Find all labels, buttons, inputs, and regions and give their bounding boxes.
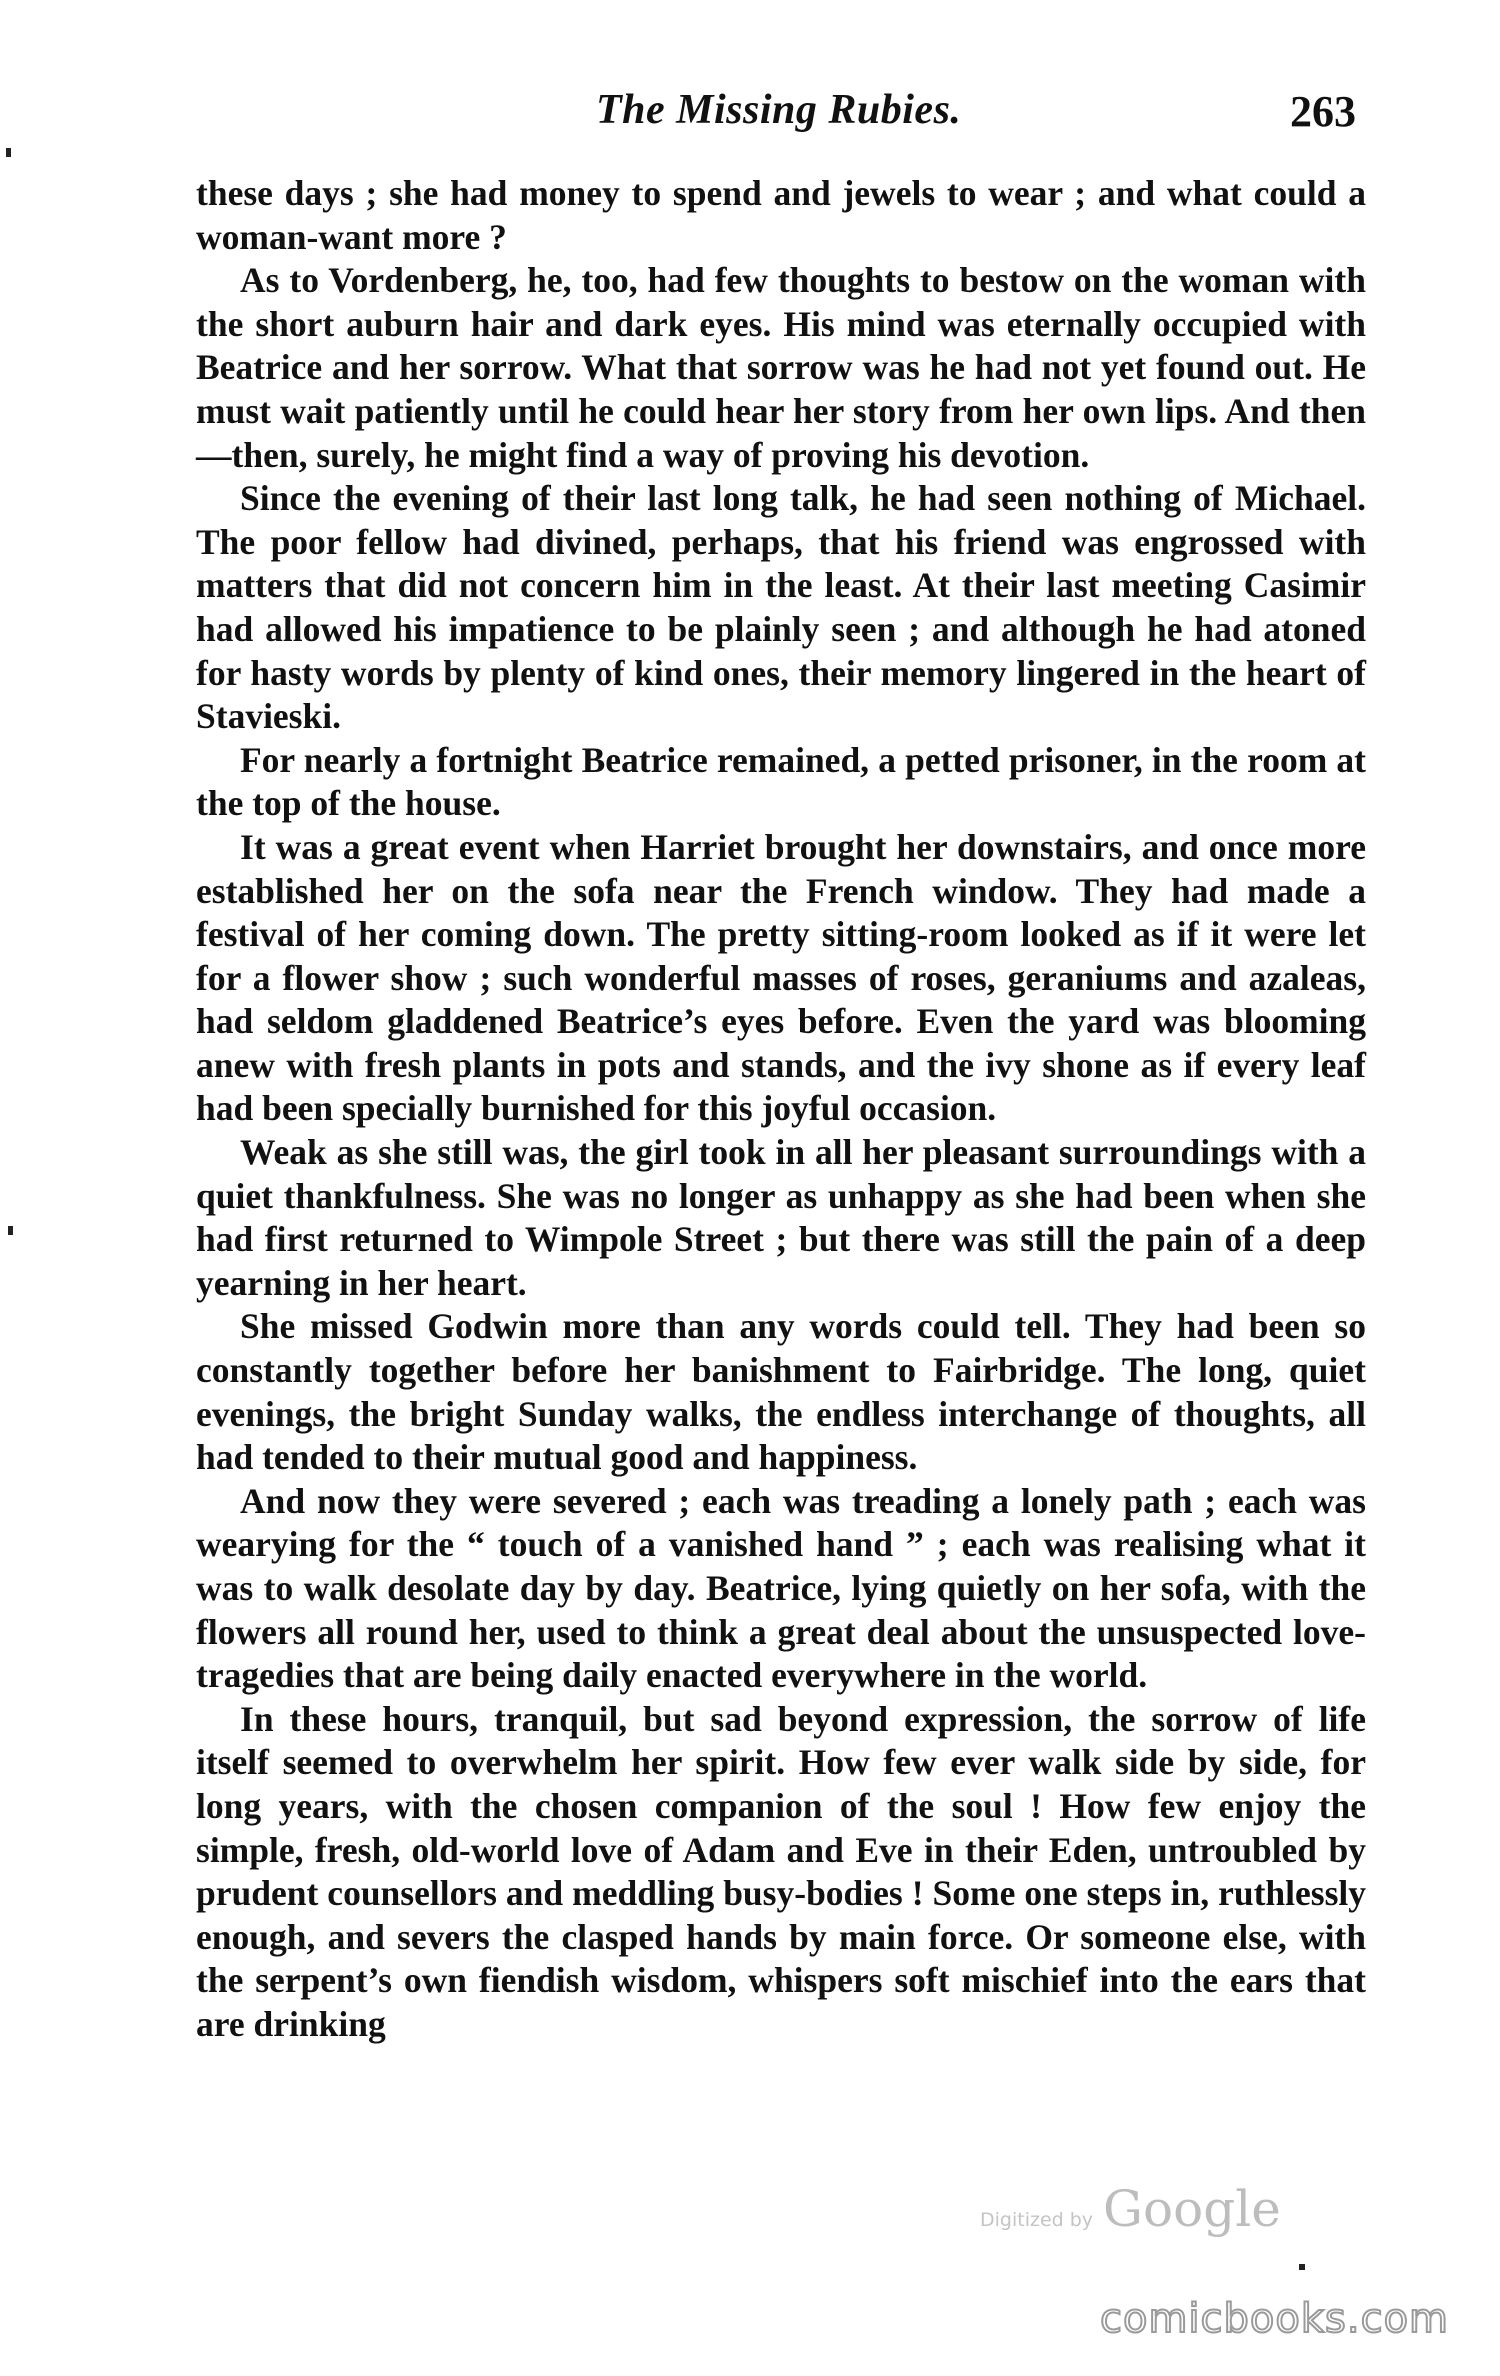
paragraph: It was a great event when Harriet brought her downstairs, and once more established her on the sofa near the French window. They had made a festival of her coming down. The pretty sitting-room looked as if it were let for a flower show ; such wonderful masses of roses, geraniums and azaleas, had seldom gladdened Beatrice’s eyes before. Even the yard was blooming anew with fresh plants in pots and stands, and the ivy shone as if every leaf had been specially burnished for this joyful occasion. bbox=[196, 826, 1366, 1129]
page-header bbox=[196, 80, 1366, 150]
running-title: The Missing Rubies. bbox=[596, 87, 962, 133]
paragraph: Since the evening of their last long talk, he had seen nothing of Michael. The poor fellow had divined, perhaps, that his friend was engrossed with matters that did not concern him in the least. At their last meeting Casimir had allowed his impatience to be plainly seen ; and although he had atoned for hasty words by plenty of kind ones, their memory lingered in the heart of Stavieski. bbox=[196, 478, 1366, 737]
digitized-by-text: Digitized by bbox=[980, 2209, 1094, 2231]
paragraph: And now they were severed ; each was treading a lonely path ; each was wearying for the “ touch of a vanished hand ” ; each was realising what it was to walk desolate day by day. Beatrice, lying quietly on her sofa, with the flowers all round her, used to think a great deal about the unsuspected love-tragedies that are being daily enacted everywhere in the world. bbox=[196, 1480, 1366, 1696]
body-text bbox=[196, 172, 1366, 2047]
paragraph: In these hours, tranquil, but sad beyond expression, the sorrow of life itself seemed to overwhelm her spirit. How few ever walk side by side, for long years, with the chosen companion of the soul ! How few enjoy the simple, fresh, old-world love of Adam and Eve in their Eden, untroubled by prudent counsellors and meddling busy-bodies ! Some one steps in, ruthlessly enough, and severs the clasped hands by main force. Or someone else, with the serpent’s own fiendish wisdom, whispers soft mischief into the ears that are drinking bbox=[196, 1698, 1366, 2044]
paragraph: For nearly a fortnight Beatrice remained, a petted prisoner, in the room at the top of the house. bbox=[196, 739, 1366, 824]
site-watermark: comicbooks.com bbox=[1100, 2296, 1450, 2342]
scan-speck bbox=[6, 148, 11, 157]
page-number: 263 bbox=[1290, 87, 1356, 136]
google-logo-text: Google bbox=[1103, 2180, 1281, 2238]
scan-speck bbox=[8, 1226, 13, 1235]
paragraph: As to Vordenberg, he, too, had few thoughts to bestow on the woman with the short auburn hair and dark eyes. His mind was eternally occupied with Beatrice and her sorrow. What that sorrow was he had not yet found out. He must wait patiently until he could hear her story from her own lips. And then—then, surely, he might find a way of proving his devotion. bbox=[196, 260, 1366, 475]
scan-speck bbox=[1299, 2264, 1305, 2270]
google-digitized-watermark bbox=[980, 2180, 1320, 2250]
paragraph: these days ; she had money to spend and jewels to wear ; and what could a woman-want more ? bbox=[196, 173, 1366, 257]
paragraph: Weak as she still was, the girl took in all her pleasant surroundings with a quiet thankfulness. She was no longer as unhappy as she had been when she had first returned to Wimpole Street ; but there was still the pain of a deep yearning in her heart. bbox=[196, 1132, 1366, 1303]
paragraph: She missed Godwin more than any words could tell. They had been so constantly together before her banishment to Fairbridge. The long, quiet evenings, the bright Sunday walks, the endless interchange of thoughts, all had tended to their mutual good and happiness. bbox=[196, 1306, 1366, 1478]
